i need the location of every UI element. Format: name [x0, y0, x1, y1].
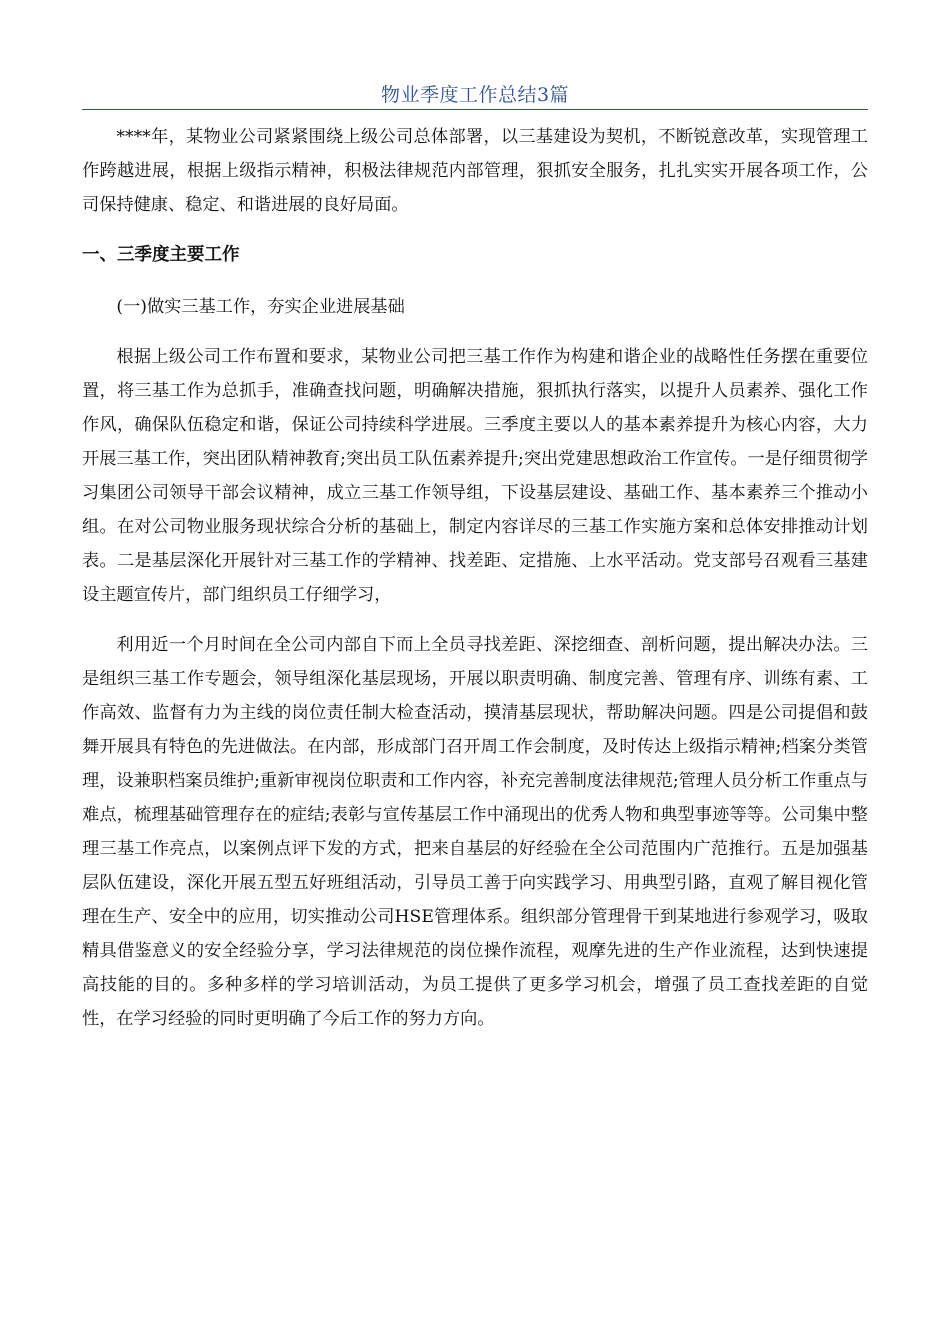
document-title: 物业季度工作总结3篇 — [380, 84, 570, 106]
title-divider — [82, 109, 868, 110]
subsection-heading: (一)做实三基工作，夯实企业进展基础 — [116, 297, 405, 317]
intro-paragraph: ****年，某物业公司紧紧围绕上级公司总体部署，以三基建设为契机，不断锐意改革，实现管理工作跨越进展，根据上级指示精神，积极法律规范内部管理，狠抓安全服务，扎扎实实开展各项工作，公司保持健康、稳定、和谐进展的良好局面。 — [82, 127, 868, 215]
section-heading: 一、三季度主要工作 — [82, 245, 240, 265]
body-paragraph-2: 利用近一个月时间在全公司内部自下而上全员寻找差距、深挖细查、剖析问题，提出解决办法。三是组织三基工作专题会，领导组深化基层现场，开展以职责明确、制度完善、管理有序、训练有素、工作高效、监督有力为主线的岗位责任制大检查活动，摸清基层现状，帮助解决问题。四是公司提倡和鼓舞开展具有特色的先进做法。在内部，形成部门召开周工作会制度，及时传达上级指示精神;档案分类管理，设兼职档案员维护;重新审视岗位职责和工作内容，补充完善制度法律规范;管理人员分析工作重点与难点，梳理基础管理存在的症结;表彰与宣传基层工作中涌现出的优秀人物和典型事迹等等。公司集中整理三基工作亮点，以案例点评下发的方式，把来自基层的好经验在全公司范围内广范推行。五是加强基层队伍建设，深化开展五型五好班组活动，引导员工善于向实践学习、用典型引路，直观了解目视化管理在生产、安全中的应用，切实推动公司HSE管理体系。组织部分管理骨干到某地进行参观学习，吸取精具借鉴意义的安全经验分享，学习法律规范的岗位操作流程，观摩先进的生产作业流程，达到快速提高技能的目的。多种多样的学习培训活动，为员工提供了更多学习机会，增强了员工查找差距的自觉性，在学习经验的同时更明确了今后工作的努力方向。 — [82, 635, 868, 1029]
document-body — [82, 120, 868, 1052]
body-paragraph-1: 根据上级公司工作布置和要求，某物业公司把三基工作作为构建和谐企业的战略性任务摆在重要位置，将三基工作为总抓手，准确查找问题，明确解决措施，狠抓执行落实，以提升人员素养、强化工作作风，确保队伍稳定和谐，保证公司持续科学进展。三季度主要以人的基本素养提升为核心内容，大力开展三基工作，突出团队精神教育;突出员工队伍素养提升;突出党建思想政治工作宣传。一是仔细贯彻学习集团公司领导干部会议精神，成立三基工作领导组，下设基层建设、基础工作、基本素养三个推动小组。在对公司物业服务现状综合分析的基础上，制定内容详尽的三基工作实施方案和总体安排推动计划表。二是基层深化开展针对三基工作的学精神、找差距、定措施、上水平活动。党支部号召观看三基建设主题宣传片，部门组织员工仔细学习， — [82, 347, 868, 605]
